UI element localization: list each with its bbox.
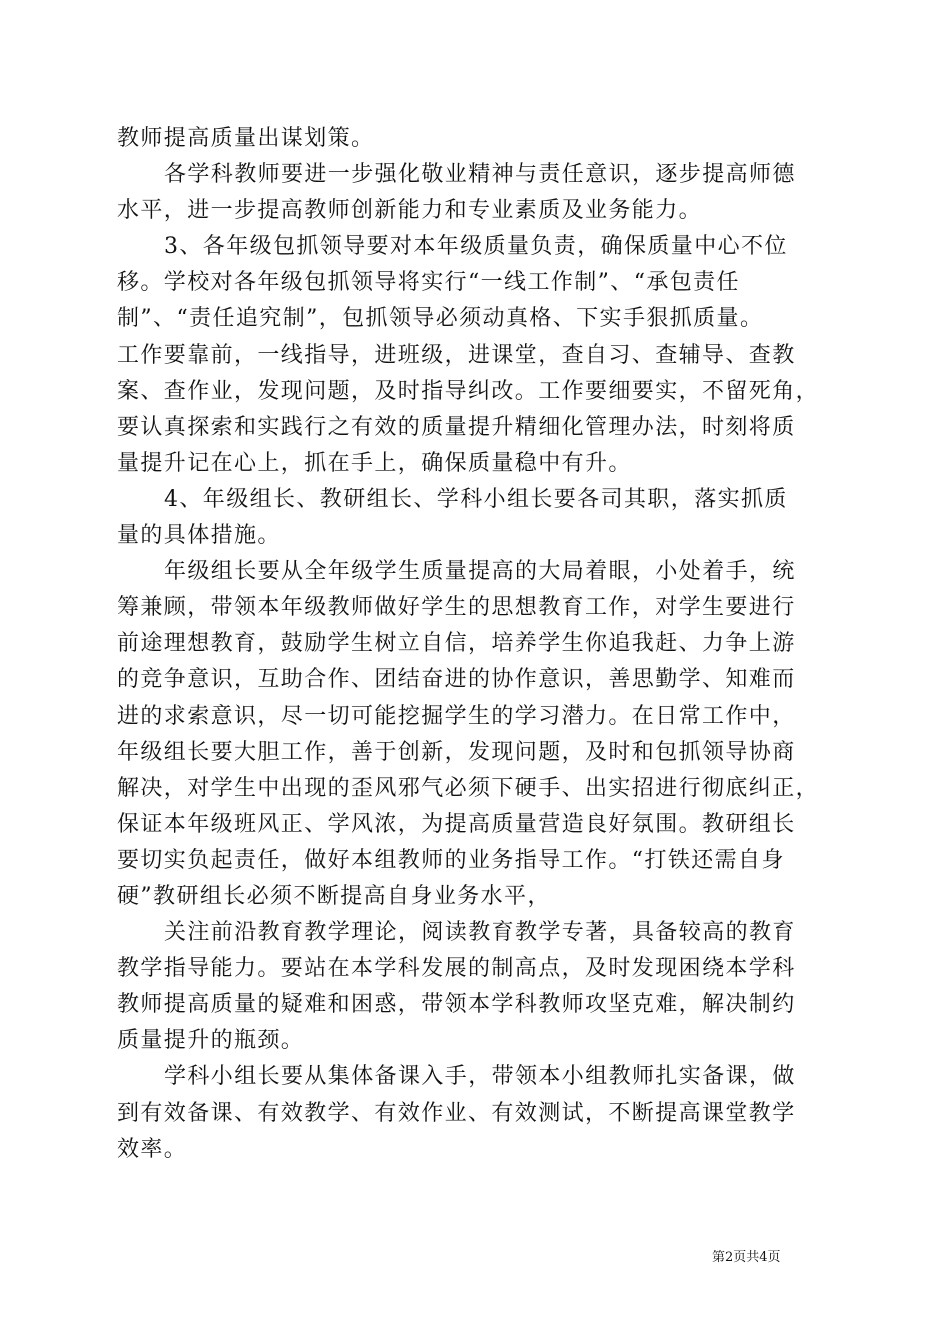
text-line: 筹兼顾，带领本年级教师做好学生的思想教育工作，对学生要进行 [117, 595, 796, 621]
paragraph [117, 554, 829, 915]
paragraph [117, 157, 829, 229]
paragraph [117, 1059, 829, 1167]
paragraph [117, 229, 829, 482]
text-line: 案、查作业，发现问题，及时指导纠改。工作要细要实，不留死角， [117, 378, 820, 404]
paragraph [117, 482, 829, 554]
text-line: 前途理想教育，鼓励学生树立自信，培养学生你追我赶、力争上游 [117, 631, 796, 657]
text-line: 要切实负起责任，做好本组教师的业务指导工作。“打铁还需自身 [117, 847, 785, 873]
text-line: 教师提高质量出谋划策。 [117, 126, 375, 151]
page-number: 第2页共4页 [712, 1250, 781, 1265]
text-line: 量提升记在心上，抓在手上，确保质量稳中有升。 [117, 450, 632, 476]
text-line: 到有效备课、有效教学、有效作业、有效测试，不断提高课堂教学 [117, 1100, 796, 1126]
text-line: 教学指导能力。要站在本学科发展的制高点，及时发现困绕本学科 [117, 956, 796, 982]
text-line: 移。学校对各年级包抓领导将实行“一线工作制”、“承包责任 [117, 270, 740, 296]
paragraph [117, 121, 829, 157]
text-line: 各学科教师要进一步强化敬业精神与责任意识，逐步提高师德 [164, 162, 796, 188]
text-line: 4、年级组长、教研组长、学科小组长要各司其职，落实抓质 [164, 486, 788, 512]
text-line: 硬”教研组长必须不断提高自身业务水平， [117, 883, 551, 909]
text-line: 学科小组长要从集体备课入手，带领本小组教师扎实备课，做 [164, 1064, 796, 1090]
text-line: 保证本年级班风正、学风浓，为提高质量营造良好氛围。教研组长 [117, 811, 796, 837]
text-line: 解决，对学生中出现的歪风邪气必须下硬手、出实招进行彻底纠正， [117, 775, 820, 801]
text-line: 年级组长要大胆工作，善于创新，发现问题，及时和包抓领导协商 [117, 739, 796, 765]
text-line: 关注前沿教育教学理论，阅读教育教学专著，具备较高的教育 [164, 920, 796, 946]
text-line: 的竞争意识，互助合作、团结奋进的协作意识，善思勤学、知难而 [117, 667, 796, 693]
text-line: 质量提升的瓶颈。 [117, 1028, 305, 1054]
text-line: 要认真探索和实践行之有效的质量提升精细化管理办法，时刻将质 [117, 414, 796, 440]
text-line: 进的求索意识，尽一切可能挖掘学生的学习潜力。在日常工作中， [117, 703, 796, 729]
document-body [117, 121, 829, 1168]
text-line: 年级组长要从全年级学生质量提高的大局着眼，小处着手，统 [164, 559, 796, 585]
text-line: 水平，进一步提高教师创新能力和专业素质及业务能力。 [117, 198, 703, 224]
text-line: 制”、“责任追究制”，包抓领导必须动真格、下实手狠抓质量。 [117, 306, 764, 332]
text-line: 教师提高质量的疑难和困惑，带领本学科教师攻坚克难，解决制约 [117, 992, 796, 1018]
text-line: 3、各年级包抓领导要对本年级质量负责，确保质量中心不位 [164, 234, 788, 260]
text-line: 量的具体措施。 [117, 523, 281, 549]
text-line: 效率。 [117, 1136, 188, 1162]
paragraph [117, 915, 829, 1059]
text-line: 工作要靠前，一线指导，进班级，进课堂，查自习、查辅导、查教 [117, 342, 796, 368]
